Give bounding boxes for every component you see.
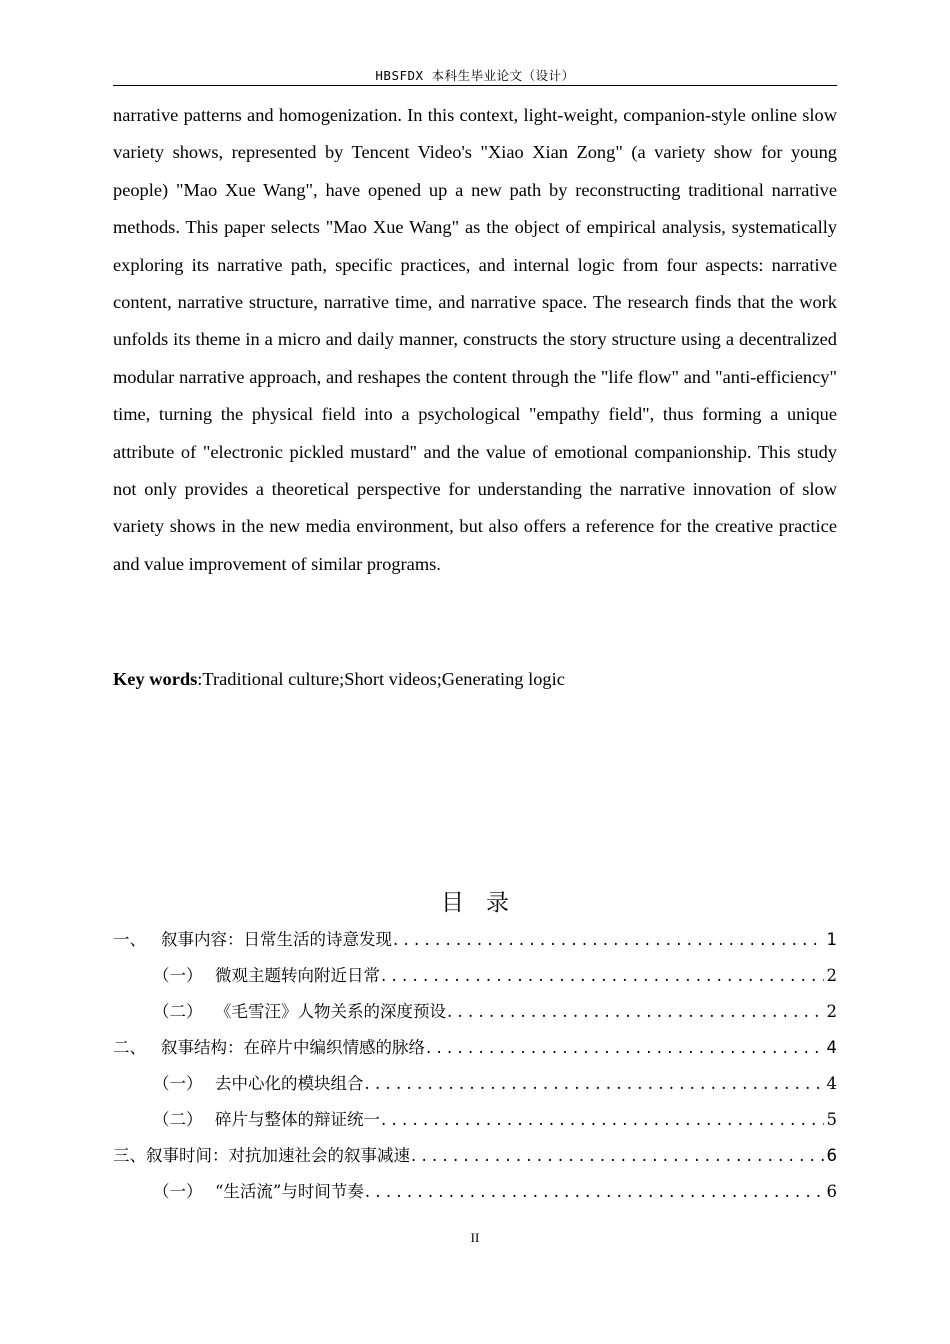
toc-entry-2[interactable] [113, 1030, 837, 1066]
keywords-line [113, 661, 837, 698]
toc-entry-page: 6 [826, 1182, 837, 1201]
toc-entry-page: 5 [826, 1110, 837, 1129]
toc-entry-3-1[interactable] [113, 1174, 837, 1210]
toc-entry-number: 一、 [113, 930, 146, 949]
toc-entry-number: （一） [153, 1182, 203, 1201]
toc-entry-page: 2 [826, 966, 837, 985]
toc-entry-title: 《毛雪汪》人物关系的深度预设 [215, 1002, 446, 1021]
header-rule [113, 85, 837, 86]
toc-entry-title: 微观主题转向附近日常 [215, 966, 380, 985]
toc-leader-dots [426, 1030, 824, 1066]
keywords-text: :Traditional culture;Short videos;Generating logic [197, 669, 565, 689]
toc-entry-2-2[interactable] [113, 1102, 837, 1138]
toc-title: 目录 [441, 890, 531, 916]
toc-entry-page: 4 [826, 1074, 837, 1093]
toc-entry-number: 二、 [113, 1038, 146, 1057]
toc-entry-number: （二） [153, 1110, 203, 1129]
toc-entry-number: 三、 [113, 1146, 146, 1165]
toc-entry-page: 4 [826, 1038, 837, 1057]
toc-entry-1-1[interactable] [113, 958, 837, 994]
page-number: II [470, 1230, 480, 1245]
toc-leader-dots [393, 922, 824, 958]
toc-leader-dots [381, 958, 824, 994]
toc-entry-1-2[interactable] [113, 994, 837, 1030]
toc-entry-3[interactable] [113, 1138, 837, 1174]
abstract-paragraph: narrative patterns and homogenization. In this context, light-weight, companion-style online slow variety shows, represented by Tencent Video's "Xiao Xian Zong" (a variety show for young people) "Mao Xue Wang", have opened up a new path by reconstructing traditional narrative methods. This paper selects "Mao Xue Wang" as the object of empirical analysis, systematically exploring its narrative path, specific practices, and internal logic from four aspects: narrative content, narrative structure, narrative time, and narrative space. The research finds that the work unfolds its theme in a micro and daily manner, constructs the story structure using a decentralized modular narrative approach, and reshapes the content through the "life flow" and "anti-efficiency" time, turning the physical field into a psychological "empathy field", thus forming a unique attribute of "electronic pickled mustard" and the value of emotional companionship. This study not only provides a theoretical perspective for understanding the narrative innovation of slow variety shows in the new media environment, but also offers a reference for the creative practice and value improvement of similar programs. [113, 105, 837, 574]
toc-entry-title: 叙事结构：在碎片中编织情感的脉络 [161, 1038, 425, 1057]
table-of-contents [113, 922, 837, 1210]
toc-entry-title: 去中心化的模块组合 [215, 1074, 364, 1093]
toc-entry-2-1[interactable] [113, 1066, 837, 1102]
toc-entry-number: （二） [153, 1002, 203, 1021]
toc-entry-title: 叙事内容：日常生活的诗意发现 [161, 930, 392, 949]
running-header: HBSFDX 本科生毕业论文（设计） [375, 68, 575, 83]
toc-entry-page: 2 [826, 1002, 837, 1021]
toc-leader-dots [447, 994, 824, 1030]
toc-leader-dots [365, 1066, 824, 1102]
toc-entry-page: 1 [826, 930, 837, 949]
toc-entry-number: （一） [153, 966, 203, 985]
keywords-label: Key words [113, 669, 198, 689]
toc-leader-dots [365, 1174, 824, 1210]
toc-leader-dots [411, 1138, 824, 1174]
toc-entry-title: 碎片与整体的辩证统一 [215, 1110, 380, 1129]
toc-entry-title: “生活流”与时间节奏 [215, 1182, 364, 1201]
toc-leader-dots [381, 1102, 824, 1138]
toc-entry-number: （一） [153, 1074, 203, 1093]
toc-entry-1[interactable] [113, 922, 837, 958]
toc-entry-page: 6 [826, 1146, 837, 1165]
toc-entry-title: 叙事时间：对抗加速社会的叙事减速 [146, 1146, 410, 1165]
